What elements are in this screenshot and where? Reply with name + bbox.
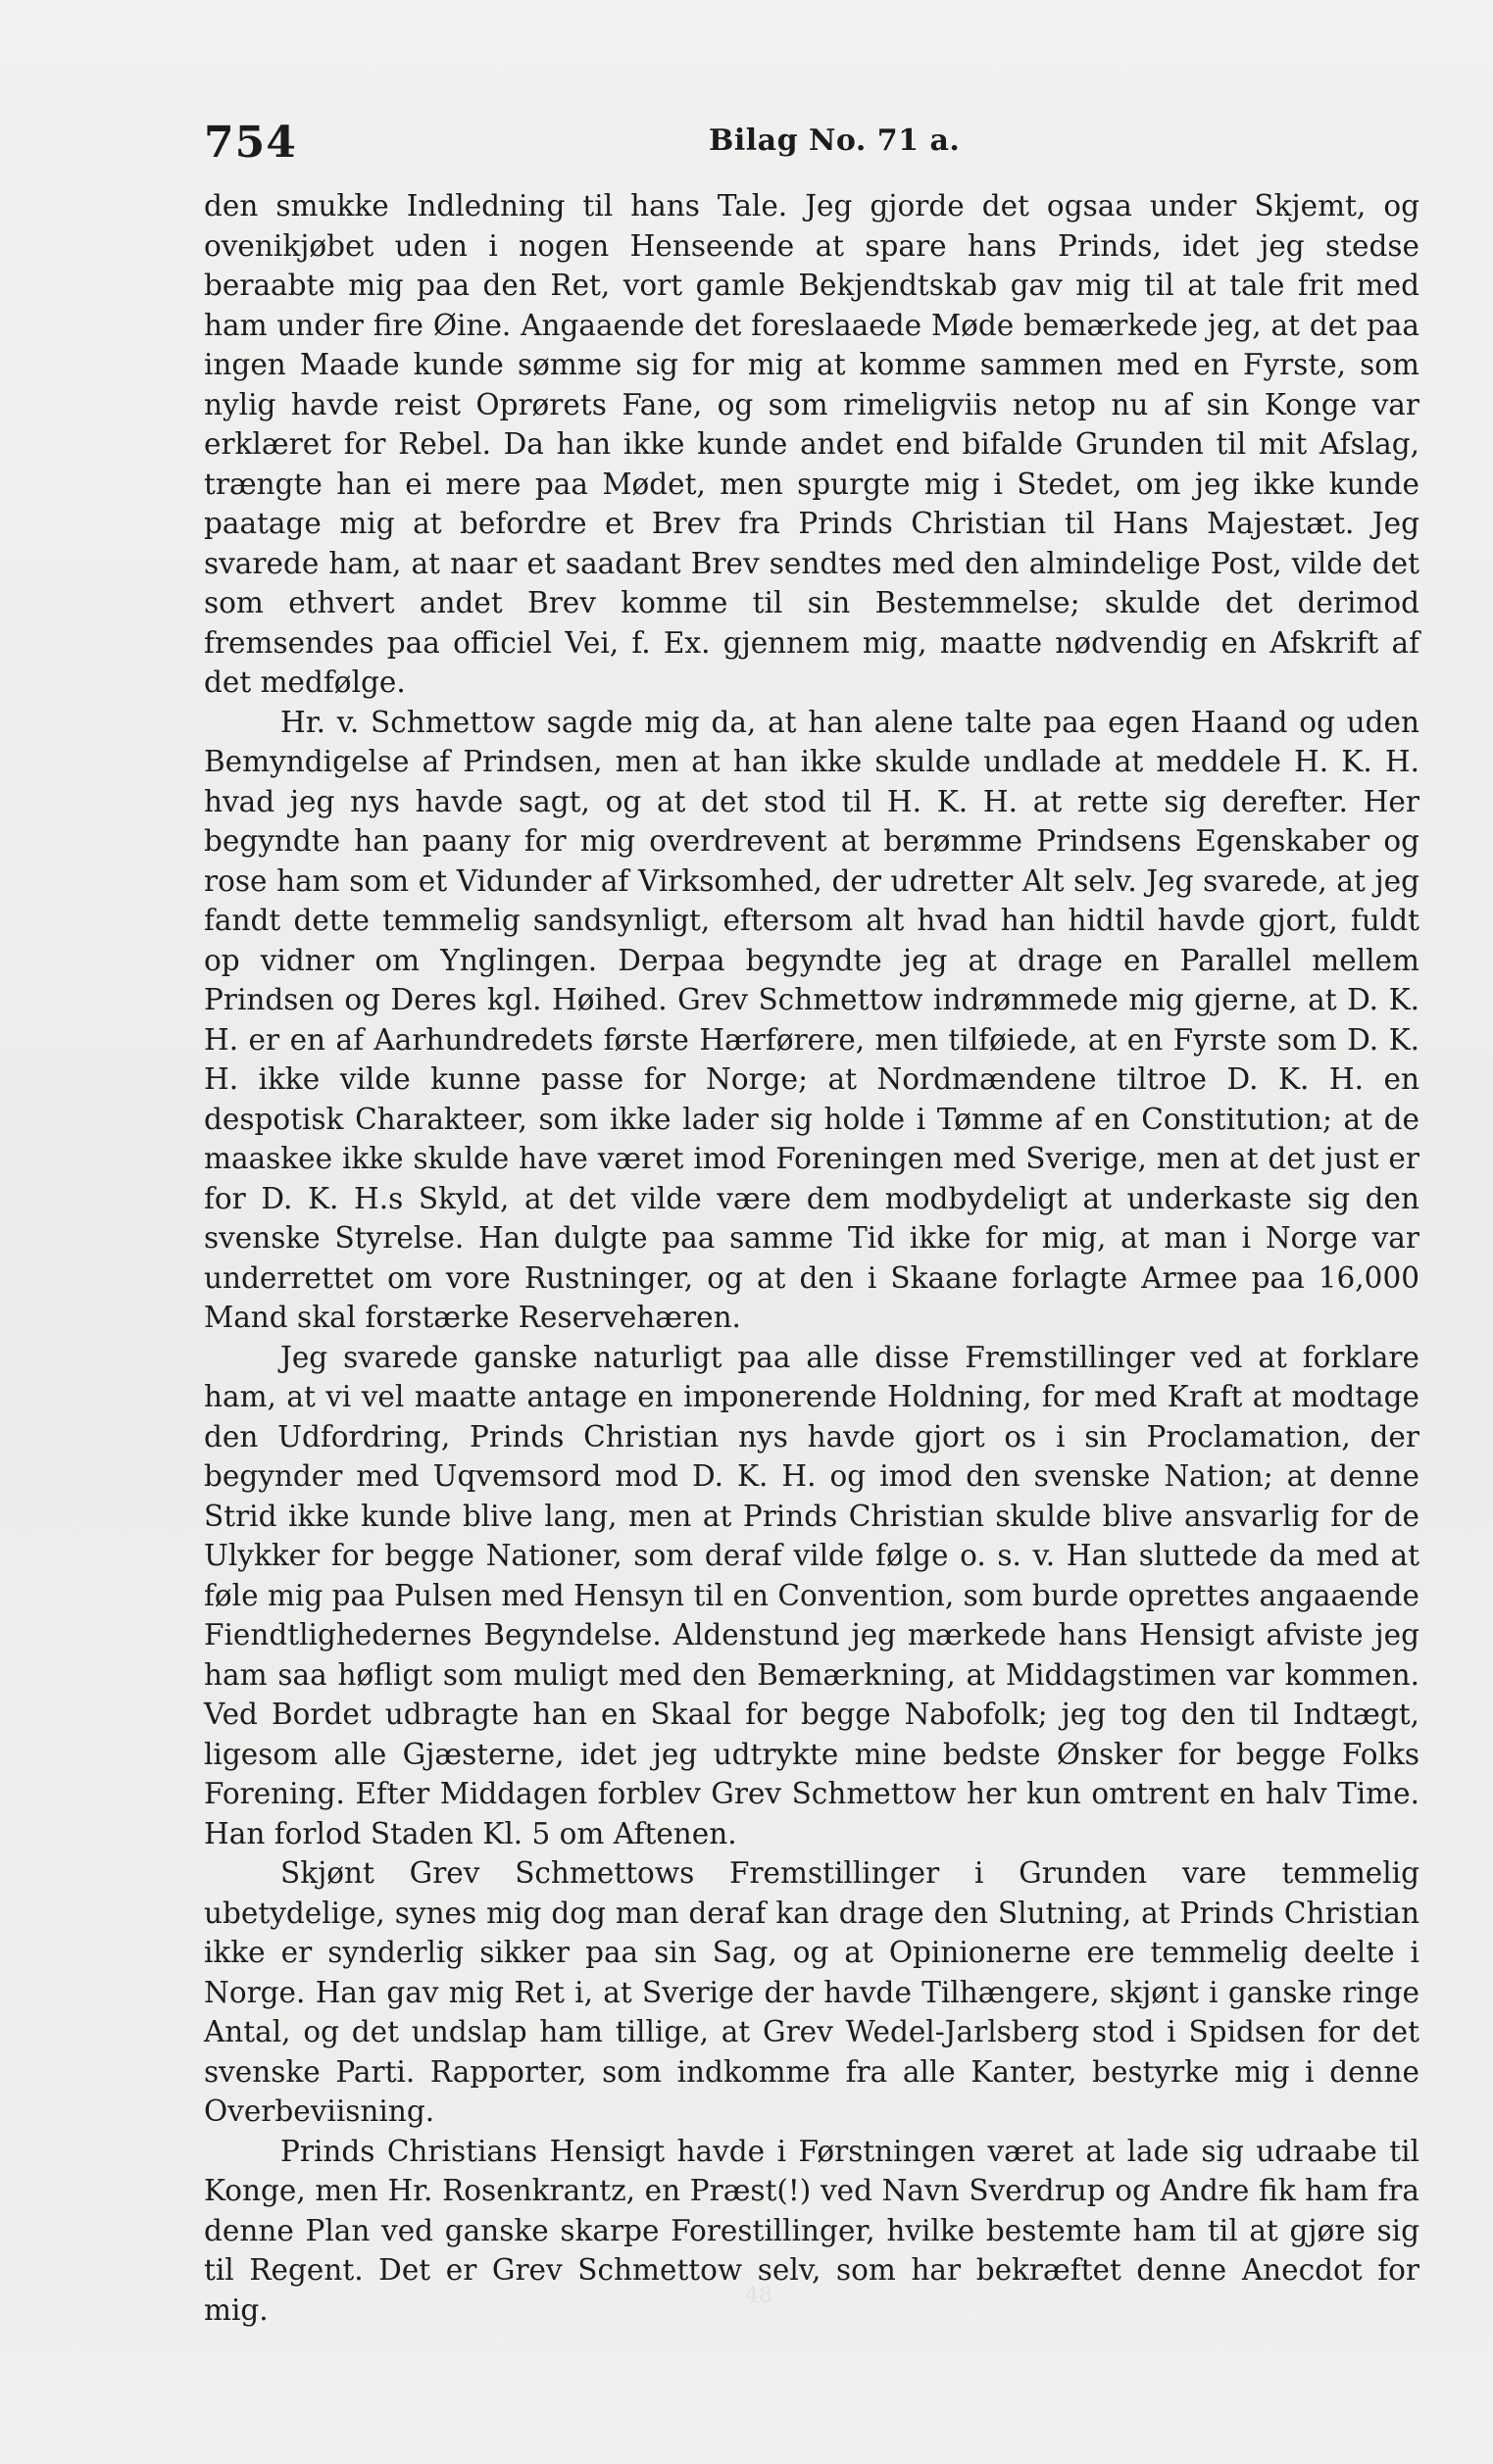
- paragraph-3: Jeg svarede ganske naturligt paa alle disse Fremstillinger ved at forklare ham, at vi vel maatte antage en imponerende Holdning, for med Kraft at modtage den Udfordring, Prinds Christian nys havde gjort os i sin Proclamation, der begynder med Uqvemsord mod D. K. H. og imod den svenske Nation; at denne Strid ikke kunde blive lang, men at Prinds Christian skulde blive ansvarlig for de Ulykker for begge Nationer, som deraf vilde følge o. s. v. Han sluttede da med at føle mig paa Pulsen med Hensyn til en Convention, som burde oprettes angaaende Fiendtlighedernes Begyndelse. Aldenstund jeg mærkede hans Hensigt afviste jeg ham saa høfligt som muligt med den Bemærkning, at Middagstimen var kommen. Ved Bordet udbragte han en Skaal for begge Nabofolk; jeg tog den til Indtægt, ligesom alle Gjæsterne, idet jeg udtrykte mine bedste Ønsker for begge Folks Forening. Efter Middagen forblev Grev Schmettow her kun omtrent en halv Time. Han forlod Staden Kl. 5 om Aftenen.: [204, 1340, 1419, 1850]
- page-number: 754: [204, 118, 297, 168]
- paragraph-2: Hr. v. Schmettow sagde mig da, at han alene talte paa egen Haand og uden Bemyndigelse af Prindsen, men at han ikke skulde undlade at meddele H. K. H. hvad jeg nys havde sagt, og at det stod til H. K. H. at rette sig derefter. Her begyndte han paany for mig overdrevent at berømme Prindsens Egenskaber og rose ham som et Vidunder af Virksomhed, der udretter Alt selv. Jeg svarede, at jeg fandt dette temmelig sandsynligt, eftersom alt hvad han hidtil havde gjort, fuldt op vidner om Ynglingen. Derpaa begyndte jeg at drage en Parallel mellem Prindsen og Deres kgl. Høihed. Grev Schmettow indrømmede mig gjerne, at D. K. H. er en af Aarhundredets første Hærførere, men tilføiede, at en Fyrste som D. K. H. ikke vilde kunne passe for Norge; at Nordmændene tiltroe D. K. H. en despotisk Charakteer, som ikke lader sig holde i Tømme af en Constitution; at de maaskee ikke skulde have været imod Foreningen med Sverige, men at det just er for D. K. H.s Skyld, at det vilde være dem modbydeligt at underkaste sig den svenske Styrelse. Han dulgte paa samme Tid ikke for mig, at man i Norge var underrettet om vore Rustninger, og at den i Skaane forlagte Armee paa 16,000 Mand skal forstærke Reservehæren.: [204, 705, 1419, 1334]
- body-text: [204, 186, 1419, 2330]
- page-header: [204, 110, 1419, 169]
- paragraph-4: Skjønt Grev Schmettows Fremstillinger i Grunden vare temmelig ubetydelige, synes mig dog man deraf kan drage den Slutning, at Prinds Christian ikke er synderlig sikker paa sin Sag, og at Opinionerne ere temmelig deelte i Norge. Han gav mig Ret i, at Sverige der havde Tilhængere, skjønt i ganske ringe Antal, og det undslap ham tillige, at Grev Wedel-Jarlsberg stod i Spidsen for det svenske Parti. Rapporter, som indkomme fra alle Kanter, bestyrke mig i denne Overbeviisning.: [204, 1856, 1419, 2128]
- running-head: Bilag No. 71 a.: [709, 123, 961, 158]
- show-through-mark: 48: [745, 2284, 772, 2308]
- paragraph-5: Prinds Christians Hensigt havde i Førstningen været at lade sig udraabe til Konge, men Hr. Rosenkrantz, en Præst(!) ved Navn Sverdrup og Andre fik ham fra denne Plan ved ganske skarpe Forestillinger, hvilke bestemte ham til at gjøre sig til Regent. Det er Grev Schmettow selv, som har bekræftet denne Anecdot for mig.: [204, 2134, 1419, 2327]
- paragraph-1: den smukke Indledning til hans Tale. Jeg gjorde det ogsaa under Skjemt, og ovenikjøbet uden i nogen Henseende at spare hans Prinds, idet jeg stedse beraabte mig paa den Ret, vort gamle Bekjendtskab gav mig til at tale frit med ham under fire Øine. Angaaende det foreslaaede Møde bemærkede jeg, at det paa ingen Maade kunde sømme sig for mig at komme sammen med en Fyrste, som nylig havde reist Oprørets Fane, og som rimeligviis netop nu af sin Konge var erklæret for Rebel. Da han ikke kunde andet end bifalde Grunden til mit Afslag, trængte han ei mere paa Mødet, men spurgte mig i Stedet, om jeg ikke kunde paatage mig at befordre et Brev fra Prinds Christian til Hans Majestæt. Jeg svarede ham, at naar et saadant Brev sendtes med den almindelige Post, vilde det som ethvert andet Brev komme til sin Bestemmelse; skulde det derimod fremsendes paa officiel Vei, f. Ex. gjennem mig, maatte nødvendig en Afskrift af det medfølge.: [204, 189, 1419, 699]
